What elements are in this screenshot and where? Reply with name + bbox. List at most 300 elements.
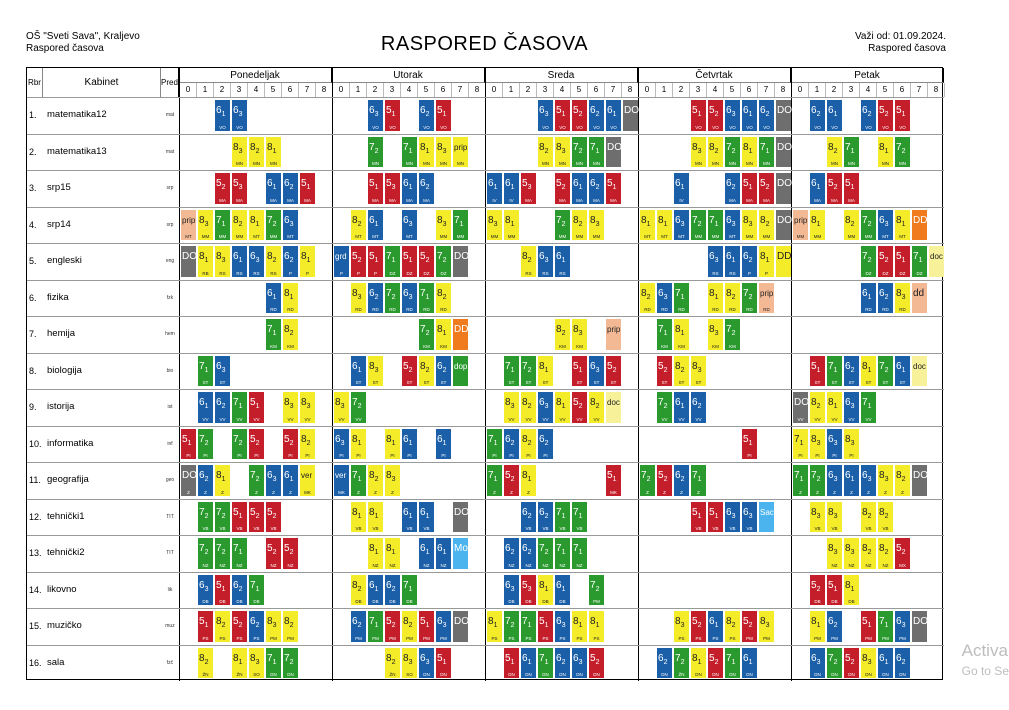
lesson-cell[interactable] <box>827 429 842 460</box>
lesson-cell[interactable] <box>674 283 689 314</box>
lesson-cell[interactable] <box>504 465 519 496</box>
lesson-cell[interactable] <box>232 392 247 423</box>
lesson-cell[interactable] <box>912 465 927 496</box>
lesson-cell[interactable] <box>742 429 757 460</box>
lesson-cell[interactable] <box>368 137 383 168</box>
lesson-cell[interactable] <box>742 173 757 204</box>
lesson-cell[interactable] <box>283 648 298 679</box>
lesson-cell[interactable] <box>810 100 825 131</box>
lesson-cell[interactable] <box>827 356 842 387</box>
lesson-cell[interactable] <box>844 356 859 387</box>
lesson-cell[interactable] <box>436 356 451 387</box>
lesson-cell[interactable] <box>538 429 553 460</box>
lesson-cell[interactable] <box>759 246 774 277</box>
lesson-cell[interactable] <box>895 648 910 679</box>
lesson-cell[interactable] <box>232 173 247 204</box>
lesson-cell[interactable] <box>249 429 264 460</box>
lesson-cell[interactable] <box>538 502 553 533</box>
lesson-cell[interactable] <box>878 137 893 168</box>
lesson-cell[interactable] <box>521 465 536 496</box>
lesson-cell[interactable] <box>589 173 604 204</box>
lesson-cell[interactable] <box>402 210 417 241</box>
lesson-cell[interactable] <box>657 319 672 350</box>
lesson-cell[interactable] <box>895 137 910 168</box>
lesson-cell[interactable] <box>810 502 825 533</box>
lesson-cell[interactable] <box>232 137 247 168</box>
lesson-cell[interactable] <box>487 611 502 642</box>
lesson-cell[interactable] <box>419 319 434 350</box>
lesson-cell[interactable] <box>232 648 247 679</box>
lesson-cell[interactable] <box>555 319 570 350</box>
lesson-cell[interactable] <box>725 648 740 679</box>
lesson-cell[interactable] <box>351 575 366 606</box>
lesson-cell[interactable] <box>589 648 604 679</box>
lesson-cell[interactable] <box>300 465 315 496</box>
lesson-cell[interactable] <box>776 246 791 277</box>
lesson-cell[interactable] <box>827 648 842 679</box>
lesson-cell[interactable] <box>895 538 910 569</box>
lesson-cell[interactable] <box>283 538 298 569</box>
lesson-cell[interactable] <box>198 356 213 387</box>
lesson-cell[interactable] <box>878 210 893 241</box>
lesson-cell[interactable] <box>538 648 553 679</box>
lesson-cell[interactable] <box>198 502 213 533</box>
lesson-cell[interactable] <box>266 465 281 496</box>
lesson-cell[interactable] <box>368 246 383 277</box>
lesson-cell[interactable] <box>725 502 740 533</box>
lesson-cell[interactable] <box>589 356 604 387</box>
lesson-cell[interactable] <box>215 210 230 241</box>
lesson-cell[interactable] <box>742 283 757 314</box>
lesson-cell[interactable] <box>300 429 315 460</box>
lesson-cell[interactable] <box>878 648 893 679</box>
lesson-cell[interactable] <box>198 648 213 679</box>
lesson-cell[interactable] <box>657 465 672 496</box>
lesson-cell[interactable] <box>266 538 281 569</box>
lesson-cell[interactable] <box>742 137 757 168</box>
lesson-cell[interactable] <box>572 392 587 423</box>
lesson-cell[interactable] <box>708 648 723 679</box>
lesson-cell[interactable] <box>844 429 859 460</box>
lesson-cell[interactable] <box>504 356 519 387</box>
lesson-cell[interactable] <box>606 100 621 131</box>
lesson-cell[interactable] <box>351 283 366 314</box>
lesson-cell[interactable] <box>368 100 383 131</box>
lesson-cell[interactable] <box>708 319 723 350</box>
lesson-cell[interactable] <box>861 356 876 387</box>
lesson-cell[interactable] <box>198 210 213 241</box>
lesson-cell[interactable] <box>232 575 247 606</box>
lesson-cell[interactable] <box>572 502 587 533</box>
lesson-cell[interactable] <box>844 648 859 679</box>
lesson-cell[interactable] <box>436 538 451 569</box>
lesson-cell[interactable] <box>283 319 298 350</box>
lesson-cell[interactable] <box>385 648 400 679</box>
lesson-cell[interactable] <box>504 538 519 569</box>
lesson-cell[interactable] <box>198 538 213 569</box>
lesson-cell[interactable] <box>895 100 910 131</box>
lesson-cell[interactable] <box>861 648 876 679</box>
lesson-cell[interactable] <box>606 392 621 423</box>
lesson-cell[interactable] <box>827 538 842 569</box>
lesson-cell[interactable] <box>249 648 264 679</box>
lesson-cell[interactable] <box>521 356 536 387</box>
lesson-cell[interactable] <box>385 283 400 314</box>
lesson-cell[interactable] <box>368 465 383 496</box>
lesson-cell[interactable] <box>708 283 723 314</box>
lesson-cell[interactable] <box>725 210 740 241</box>
lesson-cell[interactable] <box>232 210 247 241</box>
lesson-cell[interactable] <box>198 465 213 496</box>
lesson-cell[interactable] <box>538 137 553 168</box>
lesson-cell[interactable] <box>232 538 247 569</box>
lesson-cell[interactable] <box>453 611 468 642</box>
lesson-cell[interactable] <box>810 429 825 460</box>
lesson-cell[interactable] <box>283 611 298 642</box>
lesson-cell[interactable] <box>657 392 672 423</box>
lesson-cell[interactable] <box>487 429 502 460</box>
lesson-cell[interactable] <box>708 502 723 533</box>
lesson-cell[interactable] <box>266 648 281 679</box>
lesson-cell[interactable] <box>725 283 740 314</box>
lesson-cell[interactable] <box>368 575 383 606</box>
lesson-cell[interactable] <box>674 611 689 642</box>
lesson-cell[interactable] <box>215 173 230 204</box>
lesson-cell[interactable] <box>487 465 502 496</box>
lesson-cell[interactable] <box>351 210 366 241</box>
lesson-cell[interactable] <box>521 575 536 606</box>
lesson-cell[interactable] <box>776 100 791 131</box>
lesson-cell[interactable] <box>521 392 536 423</box>
lesson-cell[interactable] <box>555 611 570 642</box>
lesson-cell[interactable] <box>725 137 740 168</box>
lesson-cell[interactable] <box>334 465 349 496</box>
lesson-cell[interactable] <box>572 319 587 350</box>
lesson-cell[interactable] <box>504 648 519 679</box>
lesson-cell[interactable] <box>827 465 842 496</box>
lesson-cell[interactable] <box>912 611 927 642</box>
lesson-cell[interactable] <box>436 283 451 314</box>
lesson-cell[interactable] <box>572 137 587 168</box>
lesson-cell[interactable] <box>368 356 383 387</box>
lesson-cell[interactable] <box>691 137 706 168</box>
lesson-cell[interactable] <box>589 100 604 131</box>
lesson-cell[interactable] <box>742 611 757 642</box>
lesson-cell[interactable] <box>878 538 893 569</box>
lesson-cell[interactable] <box>861 246 876 277</box>
lesson-cell[interactable] <box>266 137 281 168</box>
lesson-cell[interactable] <box>572 210 587 241</box>
lesson-cell[interactable] <box>572 611 587 642</box>
lesson-cell[interactable] <box>538 246 553 277</box>
lesson-cell[interactable] <box>759 283 774 314</box>
lesson-cell[interactable] <box>453 210 468 241</box>
lesson-cell[interactable] <box>385 575 400 606</box>
lesson-cell[interactable] <box>198 575 213 606</box>
lesson-cell[interactable] <box>606 173 621 204</box>
lesson-cell[interactable] <box>589 210 604 241</box>
lesson-cell[interactable] <box>827 611 842 642</box>
lesson-cell[interactable] <box>334 246 349 277</box>
lesson-cell[interactable] <box>555 392 570 423</box>
lesson-cell[interactable] <box>249 611 264 642</box>
lesson-cell[interactable] <box>215 246 230 277</box>
lesson-cell[interactable] <box>844 575 859 606</box>
lesson-cell[interactable] <box>844 137 859 168</box>
lesson-cell[interactable] <box>368 538 383 569</box>
lesson-cell[interactable] <box>878 356 893 387</box>
lesson-cell[interactable] <box>385 611 400 642</box>
lesson-cell[interactable] <box>827 575 842 606</box>
lesson-cell[interactable] <box>419 137 434 168</box>
lesson-cell[interactable] <box>844 173 859 204</box>
lesson-cell[interactable] <box>742 246 757 277</box>
lesson-cell[interactable] <box>538 100 553 131</box>
lesson-cell[interactable] <box>351 356 366 387</box>
lesson-cell[interactable] <box>861 210 876 241</box>
lesson-cell[interactable] <box>878 100 893 131</box>
lesson-cell[interactable] <box>912 283 927 314</box>
lesson-cell[interactable] <box>283 210 298 241</box>
lesson-cell[interactable] <box>742 502 757 533</box>
lesson-cell[interactable] <box>861 611 876 642</box>
lesson-cell[interactable] <box>725 100 740 131</box>
lesson-cell[interactable] <box>895 356 910 387</box>
lesson-cell[interactable] <box>555 210 570 241</box>
lesson-cell[interactable] <box>453 319 468 350</box>
lesson-cell[interactable] <box>912 246 927 277</box>
lesson-cell[interactable] <box>215 392 230 423</box>
lesson-cell[interactable] <box>759 611 774 642</box>
lesson-cell[interactable] <box>402 611 417 642</box>
lesson-cell[interactable] <box>181 465 196 496</box>
lesson-cell[interactable] <box>385 429 400 460</box>
lesson-cell[interactable] <box>368 283 383 314</box>
lesson-cell[interactable] <box>861 465 876 496</box>
lesson-cell[interactable] <box>878 246 893 277</box>
lesson-cell[interactable] <box>402 173 417 204</box>
lesson-cell[interactable] <box>827 392 842 423</box>
lesson-cell[interactable] <box>402 648 417 679</box>
lesson-cell[interactable] <box>266 210 281 241</box>
lesson-cell[interactable] <box>810 210 825 241</box>
lesson-cell[interactable] <box>657 283 672 314</box>
lesson-cell[interactable] <box>589 137 604 168</box>
lesson-cell[interactable] <box>181 210 196 241</box>
lesson-cell[interactable] <box>249 465 264 496</box>
lesson-cell[interactable] <box>266 173 281 204</box>
lesson-cell[interactable] <box>708 210 723 241</box>
lesson-cell[interactable] <box>606 465 621 496</box>
lesson-cell[interactable] <box>266 502 281 533</box>
lesson-cell[interactable] <box>402 246 417 277</box>
lesson-cell[interactable] <box>895 611 910 642</box>
lesson-cell[interactable] <box>419 246 434 277</box>
lesson-cell[interactable] <box>266 246 281 277</box>
lesson-cell[interactable] <box>453 502 468 533</box>
lesson-cell[interactable] <box>691 356 706 387</box>
lesson-cell[interactable] <box>589 575 604 606</box>
lesson-cell[interactable] <box>198 246 213 277</box>
lesson-cell[interactable] <box>419 538 434 569</box>
lesson-cell[interactable] <box>810 575 825 606</box>
lesson-cell[interactable] <box>351 465 366 496</box>
lesson-cell[interactable] <box>827 173 842 204</box>
lesson-cell[interactable] <box>215 502 230 533</box>
lesson-cell[interactable] <box>368 611 383 642</box>
lesson-cell[interactable] <box>912 356 927 387</box>
lesson-cell[interactable] <box>572 538 587 569</box>
lesson-cell[interactable] <box>436 319 451 350</box>
lesson-cell[interactable] <box>691 502 706 533</box>
lesson-cell[interactable] <box>232 429 247 460</box>
lesson-cell[interactable] <box>861 502 876 533</box>
lesson-cell[interactable] <box>929 246 944 277</box>
lesson-cell[interactable] <box>283 173 298 204</box>
lesson-cell[interactable] <box>674 392 689 423</box>
lesson-cell[interactable] <box>453 246 468 277</box>
lesson-cell[interactable] <box>198 611 213 642</box>
lesson-cell[interactable] <box>487 210 502 241</box>
lesson-cell[interactable] <box>385 465 400 496</box>
lesson-cell[interactable] <box>572 648 587 679</box>
lesson-cell[interactable] <box>674 173 689 204</box>
lesson-cell[interactable] <box>419 356 434 387</box>
lesson-cell[interactable] <box>385 100 400 131</box>
lesson-cell[interactable] <box>215 575 230 606</box>
lesson-cell[interactable] <box>249 575 264 606</box>
lesson-cell[interactable] <box>793 429 808 460</box>
lesson-cell[interactable] <box>232 100 247 131</box>
lesson-cell[interactable] <box>351 429 366 460</box>
lesson-cell[interactable] <box>521 173 536 204</box>
lesson-cell[interactable] <box>844 392 859 423</box>
lesson-cell[interactable] <box>810 356 825 387</box>
lesson-cell[interactable] <box>895 465 910 496</box>
lesson-cell[interactable] <box>232 246 247 277</box>
lesson-cell[interactable] <box>912 210 927 241</box>
lesson-cell[interactable] <box>419 648 434 679</box>
lesson-cell[interactable] <box>504 173 519 204</box>
lesson-cell[interactable] <box>708 611 723 642</box>
lesson-cell[interactable] <box>266 319 281 350</box>
lesson-cell[interactable] <box>878 465 893 496</box>
lesson-cell[interactable] <box>419 173 434 204</box>
lesson-cell[interactable] <box>555 173 570 204</box>
lesson-cell[interactable] <box>538 575 553 606</box>
lesson-cell[interactable] <box>215 356 230 387</box>
lesson-cell[interactable] <box>181 429 196 460</box>
lesson-cell[interactable] <box>759 210 774 241</box>
lesson-cell[interactable] <box>504 210 519 241</box>
lesson-cell[interactable] <box>266 611 281 642</box>
lesson-cell[interactable] <box>759 502 774 533</box>
lesson-cell[interactable] <box>759 173 774 204</box>
lesson-cell[interactable] <box>181 246 196 277</box>
lesson-cell[interactable] <box>419 100 434 131</box>
lesson-cell[interactable] <box>691 392 706 423</box>
lesson-cell[interactable] <box>793 392 808 423</box>
lesson-cell[interactable] <box>589 611 604 642</box>
lesson-cell[interactable] <box>555 648 570 679</box>
lesson-cell[interactable] <box>300 246 315 277</box>
lesson-cell[interactable] <box>504 611 519 642</box>
lesson-cell[interactable] <box>674 210 689 241</box>
lesson-cell[interactable] <box>691 648 706 679</box>
lesson-cell[interactable] <box>504 392 519 423</box>
lesson-cell[interactable] <box>266 283 281 314</box>
lesson-cell[interactable] <box>215 611 230 642</box>
lesson-cell[interactable] <box>521 648 536 679</box>
lesson-cell[interactable] <box>215 538 230 569</box>
lesson-cell[interactable] <box>249 502 264 533</box>
lesson-cell[interactable] <box>623 100 638 131</box>
lesson-cell[interactable] <box>198 429 213 460</box>
lesson-cell[interactable] <box>827 502 842 533</box>
lesson-cell[interactable] <box>708 100 723 131</box>
lesson-cell[interactable] <box>776 137 791 168</box>
lesson-cell[interactable] <box>810 392 825 423</box>
lesson-cell[interactable] <box>844 538 859 569</box>
lesson-cell[interactable] <box>691 611 706 642</box>
lesson-cell[interactable] <box>606 137 621 168</box>
lesson-cell[interactable] <box>402 137 417 168</box>
lesson-cell[interactable] <box>436 137 451 168</box>
lesson-cell[interactable] <box>725 173 740 204</box>
lesson-cell[interactable] <box>249 210 264 241</box>
lesson-cell[interactable] <box>878 611 893 642</box>
lesson-cell[interactable] <box>708 246 723 277</box>
lesson-cell[interactable] <box>334 429 349 460</box>
lesson-cell[interactable] <box>402 283 417 314</box>
lesson-cell[interactable] <box>895 210 910 241</box>
lesson-cell[interactable] <box>895 246 910 277</box>
lesson-cell[interactable] <box>861 392 876 423</box>
lesson-cell[interactable] <box>402 356 417 387</box>
lesson-cell[interactable] <box>283 465 298 496</box>
lesson-cell[interactable] <box>674 648 689 679</box>
lesson-cell[interactable] <box>827 100 842 131</box>
lesson-cell[interactable] <box>674 356 689 387</box>
lesson-cell[interactable] <box>742 100 757 131</box>
lesson-cell[interactable] <box>572 100 587 131</box>
lesson-cell[interactable] <box>538 611 553 642</box>
lesson-cell[interactable] <box>436 100 451 131</box>
lesson-cell[interactable] <box>334 392 349 423</box>
lesson-cell[interactable] <box>844 465 859 496</box>
lesson-cell[interactable] <box>691 210 706 241</box>
lesson-cell[interactable] <box>555 137 570 168</box>
lesson-cell[interactable] <box>555 538 570 569</box>
lesson-cell[interactable] <box>538 392 553 423</box>
lesson-cell[interactable] <box>725 319 740 350</box>
lesson-cell[interactable] <box>249 137 264 168</box>
lesson-cell[interactable] <box>861 538 876 569</box>
lesson-cell[interactable] <box>453 538 468 569</box>
lesson-cell[interactable] <box>351 502 366 533</box>
lesson-cell[interactable] <box>742 210 757 241</box>
lesson-cell[interactable] <box>436 611 451 642</box>
lesson-cell[interactable] <box>402 429 417 460</box>
lesson-cell[interactable] <box>742 648 757 679</box>
lesson-cell[interactable] <box>640 210 655 241</box>
lesson-cell[interactable] <box>640 283 655 314</box>
lesson-cell[interactable] <box>368 502 383 533</box>
lesson-cell[interactable] <box>521 538 536 569</box>
lesson-cell[interactable] <box>878 502 893 533</box>
lesson-cell[interactable] <box>793 210 808 241</box>
lesson-cell[interactable] <box>521 502 536 533</box>
